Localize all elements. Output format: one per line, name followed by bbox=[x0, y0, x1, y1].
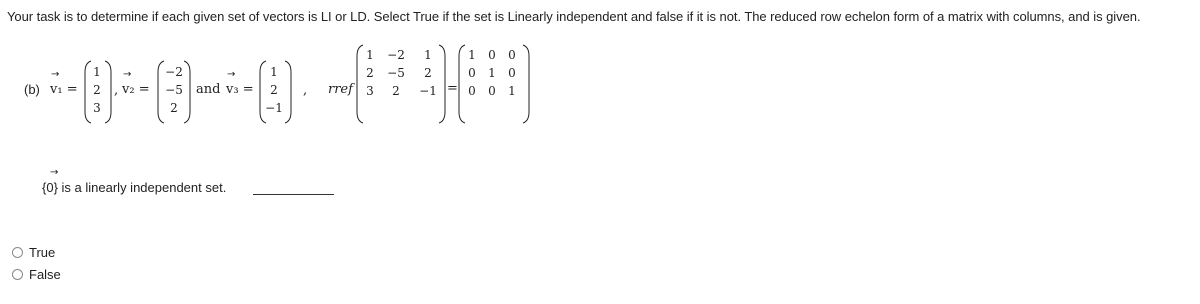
matrix-rref-cell: 0 bbox=[488, 84, 496, 98]
matrix-rref-col bbox=[464, 46, 480, 100]
matrix-rref-cell: 0 bbox=[508, 48, 516, 62]
radio-true[interactable] bbox=[12, 247, 23, 258]
matrix-rref-cell: 0 bbox=[488, 48, 496, 62]
matrix-a-cell: 2 bbox=[366, 66, 374, 80]
matrix-a-cell: 1 bbox=[424, 48, 432, 62]
matrix-rref-cell: 0 bbox=[468, 66, 476, 80]
vector-arrow-icon: → bbox=[50, 167, 59, 178]
statement-text: is a linearly independent set. bbox=[61, 180, 227, 195]
matrix-a-cell: 2 bbox=[424, 66, 432, 80]
matrix-rref-cell: 0 bbox=[468, 84, 476, 98]
matrix-a-cell: −5 bbox=[387, 66, 405, 80]
v3-entry: −1 bbox=[265, 101, 283, 115]
v1-entry: 3 bbox=[93, 101, 101, 115]
option-true[interactable] bbox=[12, 245, 55, 260]
v2-entry: −5 bbox=[165, 83, 183, 97]
option-true-label: True bbox=[29, 245, 56, 260]
matrix-a-cell: 3 bbox=[366, 84, 374, 98]
v1-right-paren bbox=[104, 60, 112, 124]
statement bbox=[42, 167, 227, 195]
rref-label: rref bbox=[328, 82, 353, 97]
matrix-a-cell: −2 bbox=[387, 48, 405, 62]
vector-arrow-icon: → bbox=[123, 69, 132, 80]
zero-set-text: {0} bbox=[42, 180, 58, 195]
matrix-a-col bbox=[418, 46, 438, 100]
v3-entry: 1 bbox=[270, 65, 278, 79]
matrix-a-col bbox=[386, 46, 406, 100]
matrix-rref-cell: 0 bbox=[508, 66, 516, 80]
v2-entries bbox=[164, 63, 184, 117]
option-false[interactable] bbox=[12, 267, 61, 282]
matrix-a-cell: 1 bbox=[366, 48, 374, 62]
matrix-rref-cell: 1 bbox=[468, 48, 476, 62]
answer-blank bbox=[253, 194, 334, 195]
vector-arrow-icon: → bbox=[51, 69, 60, 80]
radio-false[interactable] bbox=[12, 269, 23, 280]
matrix-rref-cell: 1 bbox=[488, 66, 496, 80]
matrix-rref-col bbox=[484, 46, 500, 100]
matrix-a-right-paren bbox=[438, 44, 446, 124]
v1-entry: 1 bbox=[93, 65, 101, 79]
comma-separator: , bbox=[114, 83, 119, 98]
v2-right-paren bbox=[183, 60, 191, 124]
vector-arrow-icon: → bbox=[227, 69, 236, 80]
option-false-label: False bbox=[29, 267, 61, 282]
part-label: (b) bbox=[24, 82, 40, 97]
v2-entry: −2 bbox=[165, 65, 183, 79]
v3-right-paren bbox=[284, 60, 292, 124]
v1-entry: 2 bbox=[93, 83, 101, 97]
equals-sign: = bbox=[447, 81, 458, 96]
v3-entries bbox=[264, 63, 284, 117]
v3-entry: 2 bbox=[270, 83, 278, 97]
matrix-rref-right-paren bbox=[522, 44, 530, 124]
matrix-rref-col bbox=[504, 46, 520, 100]
comma-separator: , bbox=[303, 83, 308, 98]
v2-label bbox=[122, 69, 150, 97]
matrix-a-cell: −1 bbox=[419, 84, 437, 98]
v1-label-text: v₁ = bbox=[50, 82, 78, 97]
matrix-a-cell: 2 bbox=[392, 84, 400, 98]
v3-label-text: v₃ = bbox=[226, 82, 254, 97]
v2-entry: 2 bbox=[170, 101, 178, 115]
matrix-a-col bbox=[362, 46, 378, 100]
instructions-text: Your task is to determine if each given set of vectors is LI or LD. Select True if the set is Linearly independent and false if it is not. The reduced row echelon form of a matrix with columns, and is given. bbox=[7, 9, 1141, 24]
matrix-rref-cell: 1 bbox=[508, 84, 516, 98]
v1-entries bbox=[90, 63, 104, 117]
v3-label bbox=[226, 69, 254, 97]
v2-label-text: v₂ = bbox=[122, 82, 150, 97]
v1-label bbox=[50, 69, 78, 97]
and-word: and bbox=[196, 82, 221, 97]
